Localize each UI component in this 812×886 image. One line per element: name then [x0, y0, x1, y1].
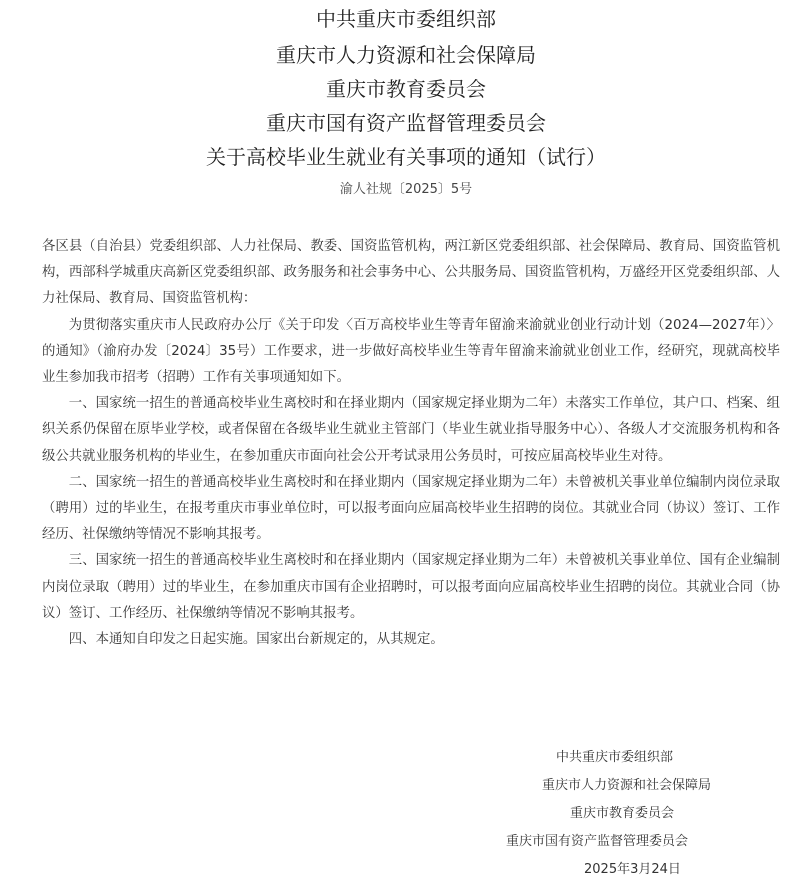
addressee-paragraph: 各区县（自治县）党委组织部、人力社保局、教委、国资监管机构，两江新区党委组织部、社会保障局、教育局、国资监管机构，西部科学城重庆高新区党委组织部、政务服务和社会事务中心、公共服务局、国资监管机构，万盛经开区党委组织部、人力社保局、教育局、国资监管机构：	[42, 239, 780, 307]
clause-2-paragraph: 二、国家统一招生的普通高校毕业生离校时和在择业期内（国家规定择业期为二年）未曾被机关事业单位编制内岗位录取（聘用）过的毕业生，在报考重庆市事业单位时，可以报考面向应届高校毕业生招聘的岗位。其就业合同（协议）签订、工作经历、社保缴纳等情况不影响其报考。	[42, 474, 780, 543]
clause-4-paragraph: 四、本通知自印发之日起实施。国家出台新规定的，从其规定。	[68, 632, 444, 648]
signature-issuer: 重庆市教育委员会	[570, 806, 675, 821]
signature-issuer: 重庆市人力资源和社会保障局	[542, 778, 712, 793]
signature-issuer: 重庆市国有资产监督管理委员会	[506, 834, 689, 849]
issuer-heading: 中共重庆市委组织部	[316, 7, 496, 31]
document-body	[42, 234, 780, 653]
clause-3-paragraph: 三、国家统一招生的普通高校毕业生离校时和在择业期内（国家规定择业期为二年）未曾被机关事业单位、国有企业编制内岗位录取（聘用）过的毕业生，在参加重庆市国有企业招聘时，可以报考面向应届高校毕业生招聘的岗位。其就业合同（协议）签订、工作经历、社保缴纳等情况不影响其报考。	[42, 553, 780, 621]
issuer-heading: 重庆市人力资源和社会保障局	[276, 43, 536, 67]
intro-paragraph: 为贯彻落实重庆市人民政府办公厅《关于印发〈百万高校毕业生等青年留渝来渝就业创业行动计划（2024—2027年）〉的通知》（渝府办发〔2024〕35号）工作要求，进一步做好高校毕业生等青年留渝来渝就业创业工作，经研究，现就高校毕业生参加我市招考（招聘）工作有关事项通知如下。	[42, 317, 780, 386]
signature-issuer: 中共重庆市委组织部	[556, 750, 674, 765]
issuer-heading: 重庆市教育委员会	[326, 77, 486, 101]
document-number: 渝人社规〔2025〕5号	[339, 182, 473, 197]
signature-date: 2025年3月24日	[584, 862, 681, 877]
issuer-heading: 重庆市国有资产监督管理委员会	[266, 111, 546, 135]
clause-1-paragraph: 一、国家统一招生的普通高校毕业生离校时和在择业期内（国家规定择业期为二年）未落实工作单位，其户口、档案、组织关系仍保留在原毕业学校，或者保留在各级毕业生就业主管部门（毕业生就业指导服务中心）、各级人才交流服务机构和各级公共就业服务机构的毕业生，在参加重庆市面向社会公开考试录用公务员时，可按应届高校毕业生对待。	[42, 396, 780, 464]
document-title: 关于高校毕业生就业有关事项的通知（试行）	[206, 145, 606, 169]
